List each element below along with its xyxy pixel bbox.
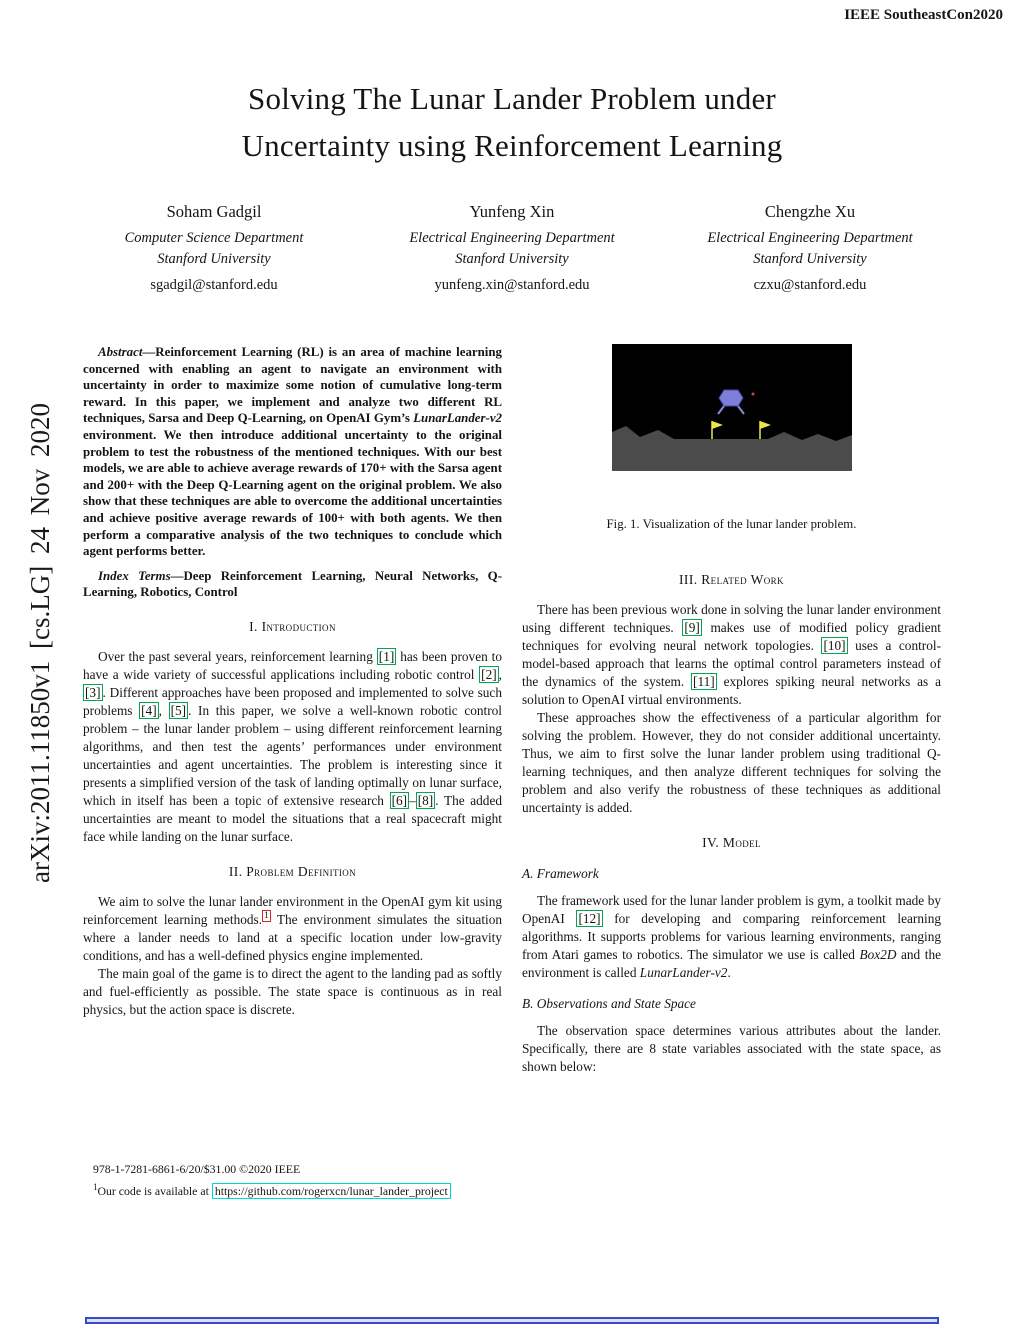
author-name: Soham Gadgil xyxy=(166,202,262,221)
abstract-label: Abstract xyxy=(98,345,143,359)
subsection-heading-framework: A. Framework xyxy=(522,866,599,881)
section-heading-model: IV. Model xyxy=(702,835,761,850)
figure-1 xyxy=(522,344,941,533)
index-terms-label: Index Terms xyxy=(98,568,171,583)
section-heading-introduction: I. Introduction xyxy=(249,618,336,634)
footnote-ref[interactable]: 1 xyxy=(264,911,269,922)
author-1 xyxy=(88,200,340,295)
paragraph: These approaches show the effectiveness of a particular algorithm for solving the problem. However, they do not consider additional uncertainty. Thus, we aim to first solve the lunar lander problem using traditional Q-learning techniques, and then analyze different techniques for solving the problem and also verify the robustness of these techniques as additional uncertainty is added. xyxy=(522,710,941,815)
citation-link[interactable]: [2] xyxy=(481,666,497,682)
citation-link[interactable]: [6] xyxy=(391,792,408,808)
author-department: Electrical Engineering Department xyxy=(409,230,615,247)
author-university: Stanford University xyxy=(157,251,271,267)
section-heading-problem-definition: II. Problem Definition xyxy=(228,863,357,879)
citation-link[interactable]: [10] xyxy=(823,638,846,653)
author-block xyxy=(88,200,936,295)
arxiv-watermark: arXiv:2011.11850v1 [cs.LG] 24 Nov 2020 xyxy=(25,403,55,883)
index-terms xyxy=(83,568,502,601)
figure-caption: Fig. 1. Visualization of the lunar lander problem. xyxy=(606,517,857,531)
paragraph: The observation space determines various attributes about the lander. Specifically, there are 8 state variables associated with the state space, as shown below: xyxy=(522,1023,941,1074)
citation-link[interactable]: [4] xyxy=(141,702,157,718)
author-name: Yunfeng Xin xyxy=(469,202,555,221)
section-heading-related-work: III. Related Work xyxy=(679,572,784,587)
citation-link[interactable]: [9] xyxy=(684,620,700,635)
footnote-area xyxy=(83,1161,502,1200)
author-university: Stanford University xyxy=(455,251,569,267)
author-email: yunfeng.xin@stanford.edu xyxy=(434,276,590,293)
footnote-marker: 1 xyxy=(93,1182,98,1193)
citation-link[interactable]: [8] xyxy=(417,792,434,808)
citation-link[interactable]: [11] xyxy=(693,674,715,689)
paragraph: The framework used for the lunar lander problem is gym, a toolkit made by OpenAI [12] for developing and comparing reinforcement learning algorithms. It supports problems for various learning environments, ranging from Atari games to robotics. The simulator we use is called Box2D and the environment is called LunarLander-v2. xyxy=(522,893,942,980)
author-department: Computer Science Department xyxy=(124,230,304,247)
paragraph: Over the past several years, reinforcement learning [1] has been proven to have a wide variety of successful applications including robotic control [2] , [3] . Different approaches have been proposed and implemented to solve such problems [4] , [5] . In this paper, we solve a well-known robotic control problem – the lunar lander problem – using different reinforcement learning algorithms, and then test the agents’ performances under environment uncertainties and agent uncertainties. The problem is interesting since it presents a simplified version of the task of landing optimally on lunar surface, which in itself has been a topic of extensive research [6] – [8] . The added uncertainties are meant to model the situations that a real spacecraft might face while landing on the lunar surface. xyxy=(83,648,503,844)
copyright-notice: 978-1-7281-6861-6/20/$31.00 ©2020 IEEE xyxy=(93,1162,301,1176)
particle-dot xyxy=(751,393,754,396)
bottom-blue-bar xyxy=(85,1317,939,1324)
citation-link[interactable]: [5] xyxy=(170,702,187,718)
conference-header: IEEE SoutheastCon2020 xyxy=(844,7,1003,23)
author-3 xyxy=(684,200,936,295)
author-email: sgadgil@stanford.edu xyxy=(150,276,278,293)
paragraph: There has been previous work done in solving the lunar lander environment using different techniques. [9] makes use of modified policy gradient techniques for evolving neural network topologies. [10] uses a control-model-based approach that learns the optimal control parameters instead of the dynamics of the system. [11] explores spiking neural networks as a solution to OpenAI virtual environments. xyxy=(522,602,941,707)
citation-link[interactable]: [3] xyxy=(85,684,101,700)
index-terms-text: —Deep Reinforcement Learning, Neural Networks, Q-Learning, Robotics, Control xyxy=(83,568,502,600)
paragraph: The main goal of the game is to direct the agent to the landing pad as softly and fuel-efficiently as possible. The state space is continuous as in real physics, but the action space is discrete. xyxy=(83,965,502,1017)
right-column xyxy=(522,344,941,1076)
left-column xyxy=(83,344,502,1019)
code-footnote xyxy=(93,1181,502,1200)
citation-link[interactable]: [1] xyxy=(378,648,395,664)
author-department: Electrical Engineering Department xyxy=(707,230,913,247)
paragraph: We aim to solve the lunar lander environment in the OpenAI gym kit using reinforcement learning methods. $^1$ The environment simulates the situation where a lander needs to land at a specific location under low-gravity conditions, and has a well-defined physics engine implemented. xyxy=(83,893,503,963)
lander-sprite xyxy=(719,390,743,406)
abstract xyxy=(83,344,502,560)
lunar-lander-render xyxy=(612,344,852,471)
author-university: Stanford University xyxy=(753,251,867,267)
paper-title: Solving The Lunar Lander Problem under Uncertainty using Reinforcement Learning xyxy=(241,81,783,163)
author-name: Chengzhe Xu xyxy=(764,202,856,221)
abstract-text: —Reinforcement Learning (RL) is an area of machine learning concerned with enabling an agent to navigate an environment with uncertainty in order to maximize some notion of cumulative long-term reward. In this paper, we implement and analyze two different RL techniques, Sarsa and Deep Q-Learning, on OpenAI Gym’s LunarLander-v2 environment. We then introduce additional uncertainty to the original problem to test the robustness of the mentioned techniques. With our best models, we are able to achieve average rewards of 170+ with the Sarsa agent and 200+ with the Deep Q-Learning agent on the original problem. We also show that these techniques are able to overcome the additional uncertainties and achieve positive average rewards of 100+ with both agents. We then perform a comparative analysis of the two techniques to conclude which agent performs better. xyxy=(83,345,502,559)
github-link[interactable]: https://github.com/rogerxcn/lunar_lander_project xyxy=(212,1183,451,1199)
citation-link[interactable]: [12] xyxy=(578,911,601,926)
footnote-text: Our code is available at xyxy=(97,1184,209,1199)
author-2 xyxy=(386,200,638,295)
subsection-heading-observations: B. Observations and State Space xyxy=(522,996,696,1011)
author-email: czxu@stanford.edu xyxy=(753,276,867,293)
